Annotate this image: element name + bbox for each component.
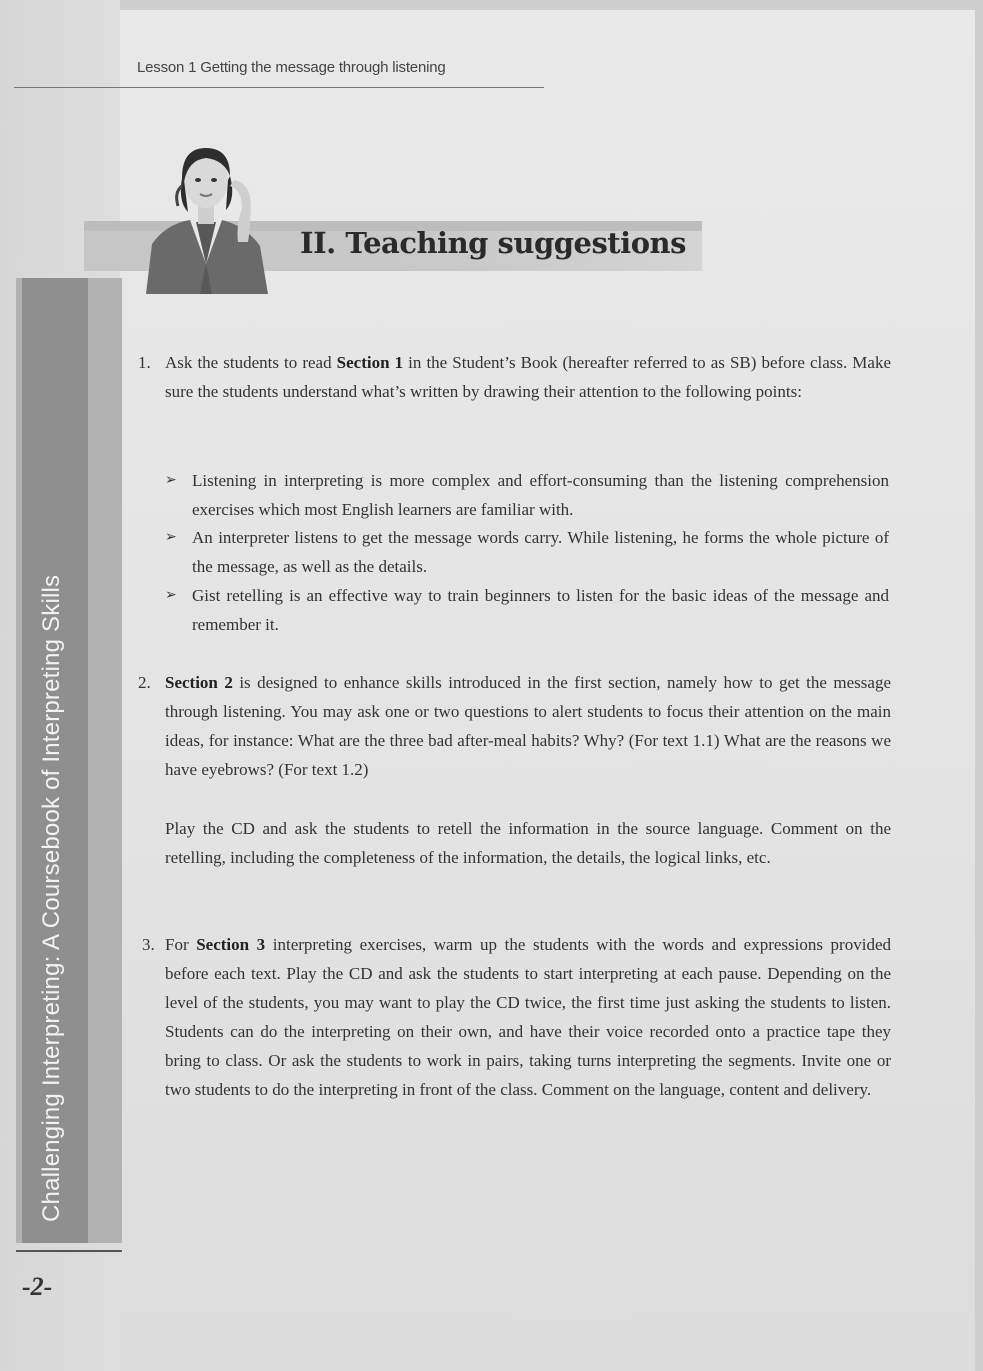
item-3-rest: interpreting exercises, warm up the students with the words and expressions provided before each text. Play the CD and ask the students to start interpreting at each pause. Depending on the level of the students, you may want to play the CD twice, the first time just asking the students to listen. Students can do the interpreting on their own, and have their voice recorded onto a practice tape they bring to class. Or ask the students to work in pairs, taking turns interpreting the segments. Invite one or two students to do the interpreting in front of the class. Comment on the language, content and delivery. — [165, 935, 891, 1099]
item-number: 2. — [138, 673, 151, 692]
bullet-text: Gist retelling is an effective way to train beginners to listen for the basic ideas of the message and remember it. — [192, 586, 889, 634]
item-3-section-ref: Section 3 — [196, 935, 266, 954]
item-1-intro: Ask the students to read — [165, 353, 337, 372]
item-2-paragraph — [165, 668, 891, 784]
right-edge — [975, 0, 983, 1371]
arrow-bullet-icon: ➢ — [165, 530, 177, 545]
arrow-bullet-icon: ➢ — [165, 473, 177, 488]
item-1-paragraph — [165, 348, 891, 406]
page-number: -2- — [22, 1272, 53, 1301]
header-rule — [14, 87, 544, 88]
section-title: II. Teaching suggestions — [300, 226, 686, 260]
item-number: 3. — [142, 935, 155, 954]
item-1-section-ref: Section 1 — [336, 353, 404, 372]
page-number-rule — [16, 1250, 122, 1252]
item-2-section-ref: Section 2 — [165, 673, 233, 692]
arrow-bullet-icon: ➢ — [165, 588, 177, 603]
running-header: Lesson 1 Getting the message through listening — [137, 59, 446, 76]
top-band — [0, 0, 983, 10]
item-1-rest: in the Student’s Book (hereafter referred to as SB) before class. Make sure the students understand what’s written by drawing their attention to the following points: — [165, 353, 892, 401]
book-title: Challenging Interpreting: A Coursebook of Interpreting Skills — [38, 574, 65, 1222]
bullet-text: An interpreter listens to get the message words carry. While listening, he forms the whole picture of the message, as well as the details. — [192, 528, 889, 576]
item-2-paragraph-2: Play the CD and ask the students to retell the information in the source language. Comment on the retelling, including the completeness of the information, the details, the logical links, etc. — [165, 819, 891, 867]
item-3-paragraph — [165, 930, 891, 1104]
teacher-illustration — [138, 146, 274, 294]
item-3-intro: For — [165, 935, 197, 954]
bullet-text: Listening in interpreting is more complex and effort-consuming than the listening comprehension exercises which most English learners are familiar with. — [192, 471, 889, 519]
item-2-rest: is designed to enhance skills introduced in the first section, namely how to get the message through listening. You may ask one or two questions to alert students to focus their attention on the main ideas, for instance: What are the three bad after-meal habits? Why? (For text 1.1) What are the reasons we have eyebrows? (For text 1.2) — [165, 673, 892, 779]
item-number: 1. — [138, 353, 151, 372]
